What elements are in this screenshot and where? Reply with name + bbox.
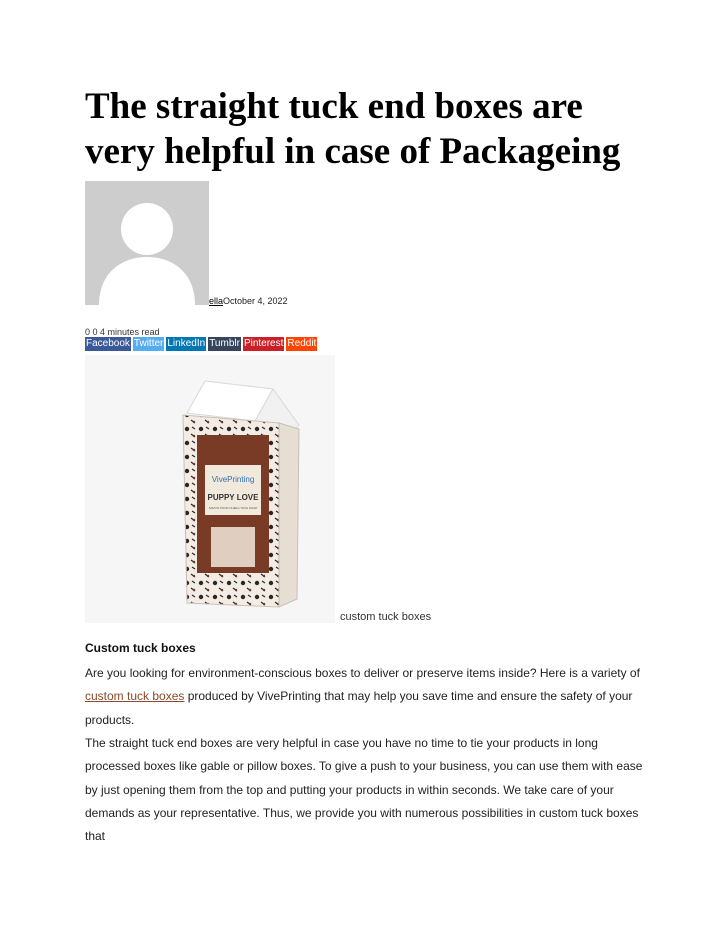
share-facebook-button[interactable]: Facebook <box>86 338 130 349</box>
share-pinterest-button[interactable]: Pinterest <box>243 338 284 349</box>
byline <box>209 296 288 306</box>
image-caption: custom tuck boxes <box>340 611 432 623</box>
author-avatar[interactable] <box>85 181 209 305</box>
share-tumblr-button[interactable]: Tumblr <box>209 338 240 349</box>
tuck-box-illustration <box>85 355 335 623</box>
p1-text-start: Are you looking for environment-conscious boxes to deliver or preserve items inside? Here is a variety of <box>85 666 640 680</box>
product-image <box>85 355 335 623</box>
share-reddit-button[interactable]: Reddit <box>287 338 317 349</box>
custom-tuck-boxes-link[interactable]: custom tuck boxes <box>85 689 185 704</box>
share-twitter-button[interactable]: Twitter <box>133 338 164 349</box>
article-title: The straight tuck end boxes are very helpful in case of Packageing <box>85 86 621 172</box>
section-heading: Custom tuck boxes <box>85 641 196 655</box>
paragraph-1 <box>85 662 645 732</box>
paragraph-2: The straight tuck end boxes are very helpful in case you have no time to tie your products in long processed boxes like gable or pillow boxes. To give a push to your business, you can use them with ease by just opening them from the top and putting your products in within seconds. We take care of your demands as your representative. Thus, we provide you with numerous possibilities in custom tuck boxes that <box>85 736 643 844</box>
share-buttons <box>85 337 317 351</box>
p1-text-end: produced by VivePrinting that may help you save time and ensure the safety of your products. <box>85 689 633 727</box>
author-link[interactable]: ella <box>209 296 224 306</box>
user-silhouette-icon <box>85 181 209 305</box>
box-brand-text: VivePrinting <box>211 475 255 484</box>
publish-date: October 4, 2022 <box>223 296 288 306</box>
article-meta: 0 0 4 minutes read <box>85 327 160 337</box>
box-subtitle-text: SAVON POUR CHIEN / DOG SOAP <box>208 506 258 510</box>
share-linkedin-button[interactable]: LinkedIn <box>167 338 206 349</box>
box-title-text: PUPPY LOVE <box>207 493 259 502</box>
